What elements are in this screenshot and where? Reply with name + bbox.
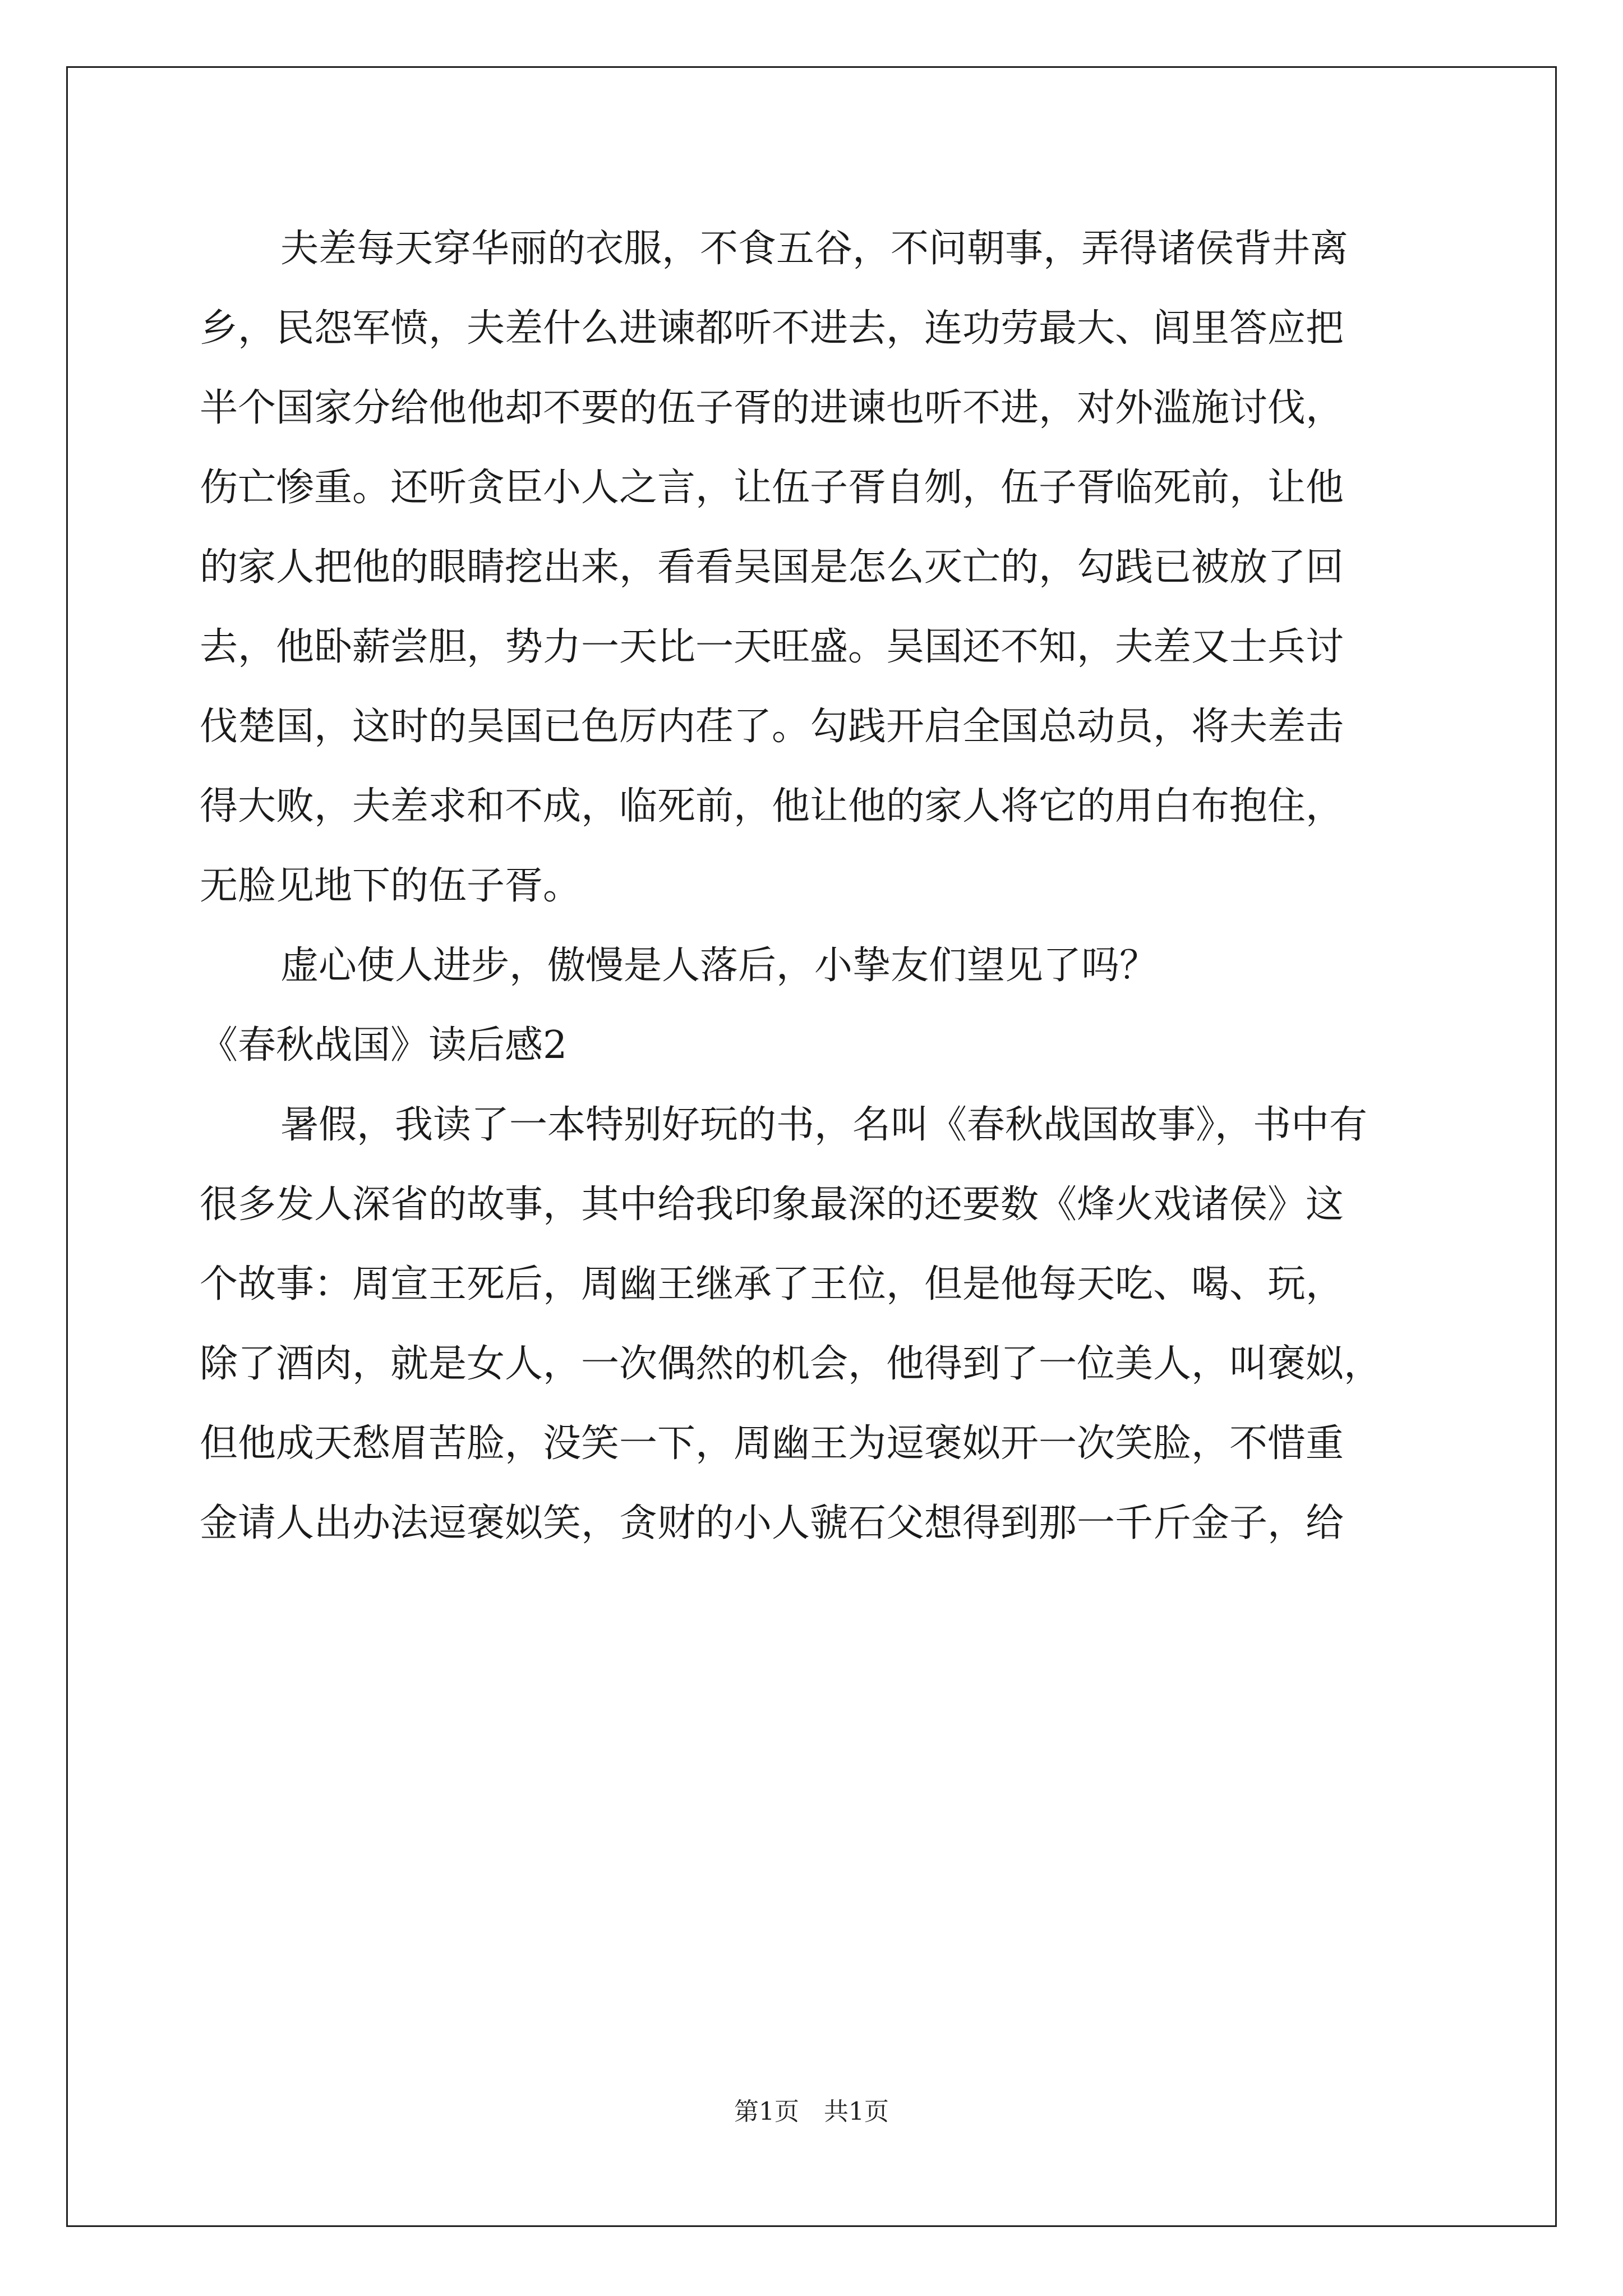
- paragraph-line: 半个国家分给他他却不要的伍子胥的进谏也听不进，对外滥施讨伐，: [200, 386, 1344, 430]
- paragraph-line: 个故事：周宣王死后，周幽王继承了王位，但是他每天吃、喝、玩，: [200, 1262, 1344, 1306]
- paragraph-line: 夫差每天穿华丽的衣服，不食五谷，不问朝事，弄得诸侯背井离: [280, 227, 1349, 271]
- page-footer: 第1页 共1页: [734, 2097, 889, 2126]
- paragraph-line: 无脸见地下的伍子胥。: [200, 864, 582, 908]
- paragraph-line: 伤亡惨重。还听贪臣小人之言，让伍子胥自刎，伍子胥临死前，让他: [200, 466, 1344, 510]
- paragraph-line: 去，他卧薪尝胆，势力一天比一天旺盛。吴国还不知，夫差又士兵讨: [200, 625, 1344, 669]
- paragraph-line: 除了酒肉，就是女人，一次偶然的机会，他得到了一位美人，叫褒姒，: [200, 1342, 1382, 1386]
- paragraph-line: 伐楚国，这时的吴国已色厉内荏了。勾践开启全国总动员，将夫差击: [200, 705, 1344, 749]
- paragraph-line: 但他成天愁眉苦脸，没笑一下，周幽王为逗褒姒开一次笑脸，不惜重: [200, 1421, 1344, 1466]
- paragraph-line: 虚心使人进步，傲慢是人落后，小挚友们望见了吗？: [280, 944, 1158, 988]
- section-heading: 《春秋战国》读后感2: [200, 1023, 568, 1068]
- paragraph-line: 很多发人深省的故事，其中给我印象最深的还要数《烽火戏诸侯》这: [200, 1182, 1344, 1227]
- paragraph-line: 暑假，我读了一本特别好玩的书，名叫《春秋战国故事》，书中有: [280, 1103, 1368, 1147]
- paragraph-line: 得大败，夫差求和不成，临死前，他让他的家人将它的用白布抱住，: [200, 784, 1344, 829]
- paragraph-line: 的家人把他的眼睛挖出来，看看吴国是怎么灭亡的，勾践已被放了回: [200, 545, 1344, 590]
- paragraph-line: 金请人出办法逗褒姒笑，贪财的小人虢石父想得到那一千斤金子，给: [200, 1501, 1344, 1545]
- paragraph-line: 乡，民怨军愤，夫差什么进谏都听不进去，连功劳最大、闾里答应把: [200, 306, 1344, 351]
